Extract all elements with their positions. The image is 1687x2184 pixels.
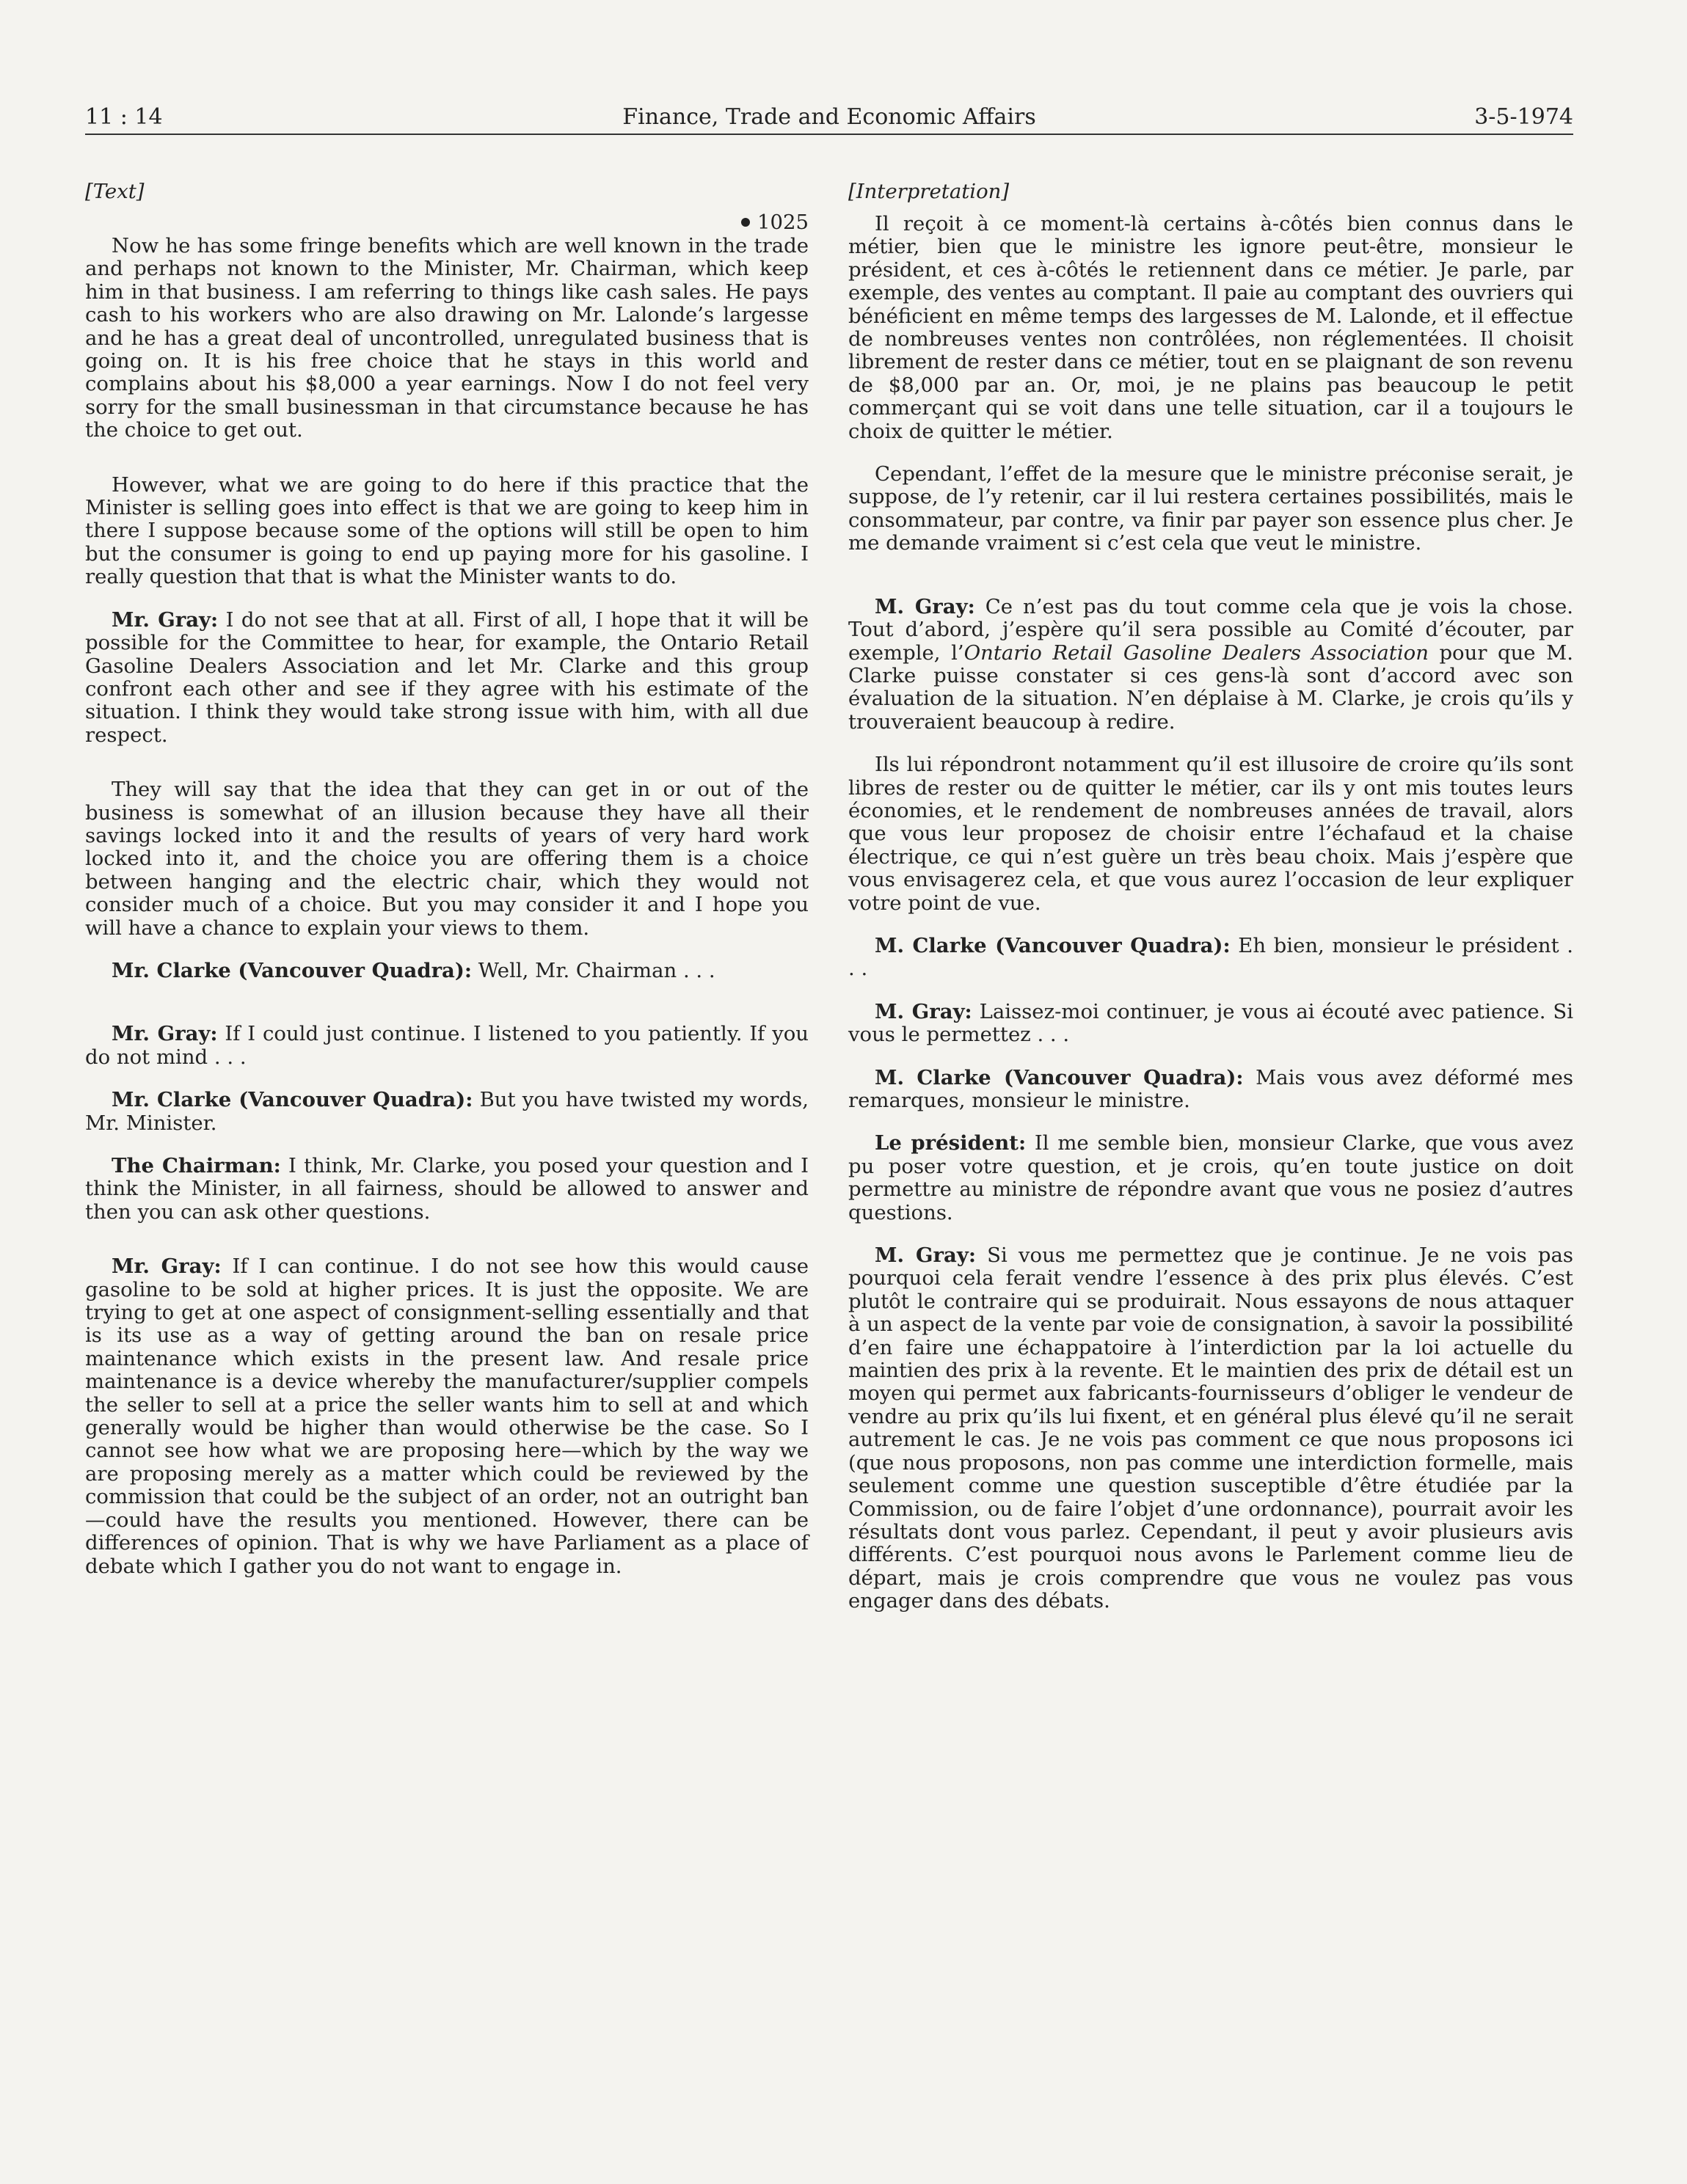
paragraph: Now he has some fringe benefits which are well known in the trade and perhaps not known to the Minister, Mr. Chairman, which keep him in that business. I am referring to things like cash sales. He pays cash to his workers who are also drawing on Mr. Lalonde’s largesse and he has a great deal of uncontrolled, unregulated business that is going on. It is his free choice that he stays in this world and complains about his $8,000 a year earnings. Now I do not feel very sorry for the small businessman in that circumstance because he has the choice to get out. — [85, 234, 809, 442]
speech-text: If I could just continue. I listened to you patiently. If you do not mind . . . — [85, 1022, 809, 1069]
speech — [848, 1067, 1573, 1113]
speaker-name: Mr. Clarke (Vancouver Quadra): — [112, 958, 473, 982]
speech — [85, 1023, 809, 1069]
speaker-name: The Chairman: — [112, 1154, 281, 1177]
speech-text: If I can continue. I do not see how this would cause gasoline to be sold at higher prices. It is just the opposite. We are trying to get at one aspect of consignment-selling essentially and that is its use as a way of getting around the ban on resale price maintenance which exists in the present law. And resale price maintenance is a device whereby the manufacturer/supplier compels the seller to sell at a price the seller wants him to sell at and which generally would be higher than would otherwise be the case. So I cannot see how what we are proposing here—which by the way we are proposing merely as a matter which could be reviewed by the commission that could be the subject of an order, not an outright ban—could have the results you mentioned. However, there can be differences of opinion. That is why we have Parliament as a place of debate which I gather you do not want to engage in. — [85, 1254, 809, 1578]
speaker-name: M. Clarke (Vancouver Quadra): — [875, 1065, 1244, 1089]
text-section-label: [Text] — [85, 180, 145, 203]
paragraph: However, what we are going to do here if this practice that the Minister is selling goes into effect is that we are going to keep him in there I suppose because some of the options will still be open to him but the consumer is going to end up paying more for his gasoline. I really question that that is what the Minister wants to do. — [85, 472, 809, 589]
speaker-name: Mr. Gray: — [112, 607, 219, 632]
speech-text: I do not see that at all. First of all, I hope that it will be possible for the Committee to hear, for example, the Ontario Retail Gasoline Dealers Association and let Mr. Clarke and this group confront each other and see if they agree with his estimate of the situation. I think they would take strong issue with him, with all due respect. — [85, 607, 809, 747]
speaker-name: Mr. Clarke (Vancouver Quadra): — [112, 1088, 473, 1112]
speaker-name: M. Gray: — [875, 999, 972, 1023]
page-header — [85, 101, 1573, 135]
page-number: 11 : 14 — [85, 104, 163, 130]
french-column — [848, 179, 1573, 1613]
speaker-name: Le président: — [875, 1131, 1027, 1155]
speaker-name: M. Gray: — [875, 594, 975, 618]
speech — [85, 960, 809, 982]
paragraph: Ils lui répondront notamment qu’il est illusoire de croire qu’ils sont libres de rester ou de quitter le métier, car ils y ont mis toutes leurs économies, et le rendement de nombreuses années de travail, alors que vous leur proposez de choisir entre l’échafaud et la chaise électrique, ce qui n’est guère un très beau choix. Mais j’espère que vous envisagerez cela, et que vous aurez l’occasion de leur expliquer votre point de vue. — [848, 753, 1573, 915]
paragraph: Cependant, l’effet de la mesure que le ministre préconise serait, je suppose, de l’y retenir, car il lui restera certaines possibilités, mais le consommateur, par contre, va finir par payer son essence plus cher. Je me demande vraiment si c’est cela que veut le ministre. — [848, 462, 1573, 555]
interpretation-section-label: [Interpretation] — [848, 180, 1010, 203]
speech-text: I think, Mr. Clarke, you posed your question and I think the Minister, in all fairness, should be allowed to answer and then you can ask other questions. — [85, 1154, 809, 1224]
paragraph: Il reçoit à ce moment-là certains à-côtés bien connus dans le métier, bien que le ministre les ignore peut-être, monsieur le président, et ces à-côtés le retiennent dans ce métier. Je parle, par exemple, des ventes au comptant. Il paie au comptant des ouvriers qui bénéficient en même temps des largesses de M. Lalonde, et il effectue de nombreuses ventes non contrôlées, non réglementées. Il choisit librement de rester dans ce métier, tout en se plaignant de son revenu de $8,000 par an. Or, moi, je ne plains pas beaucoup le petit commerçant qui se voit dans une telle situation, car il a toujours le choix de quitter le métier. — [848, 212, 1573, 443]
speaker-name: M. Clarke (Vancouver Quadra): — [875, 933, 1231, 957]
paragraph: They will say that the idea that they can get in or out of the business is somewhat of an illusion because they have all their savings locked into it and the results of years of very hard work locked into it, and the choice you are offering them is a choice between hanging and the electric chair, which they would not consider much of a choice. But you may consider it and I hope you will have a chance to explain your views to them. — [85, 778, 809, 940]
speech — [848, 1244, 1573, 1613]
speech-text: Ce n’est pas du tout comme cela que je vois la chose. Tout d’abord, j’espère qu’il sera possible au Comité d’écouter, par exemple, l’ — [848, 594, 1574, 665]
speech — [85, 1089, 809, 1135]
speech — [85, 1255, 809, 1578]
speech — [85, 1155, 809, 1224]
speech-text: Mais vous avez déformé mes remarques, monsieur le ministre. — [848, 1065, 1573, 1112]
speech-text: pour que M. Clarke puisse constater si ces gens-là sont d’accord avec son évaluation de la situation. N’en déplaise à M. Clarke, je crois qu’ils y trouveraient beaucoup à redire. — [848, 640, 1573, 734]
speech-text: Laissez-moi continuer, je vous ai écouté avec patience. Si vous le permettez . . . — [848, 999, 1573, 1047]
speech — [848, 1001, 1573, 1047]
speech-text: Si vous me permettez que je continue. Je ne vois pas pourquoi cela ferait vendre l’essence à des prix plus élevés. C’est plutôt le contraire qui se produirait. Nous essayons de nous attaquer à un aspect de la vente par voie de consignation, à savoir la possibilité d’en faire une échappatoire à l’interdiction par la loi actuelle du maintien des prix à la revente. Et le maintien des prix de détail est un moyen qui permet aux fabricants-fournisseurs d’obliger le vendeur de vendre au prix qu’ils lui fixent, et en général plus élevé qu’il ne serait autrement le cas. Je ne vois pas comment ce que nous proposons ici (que nous proposons, non pas comme une interdiction formelle, mais seulement comme une question susceptible d’être étudiée par la Commission, ou de faire l’objet d’une ordonnance), pourrait avoir les résultats dont vous parlez. Cependant, il peut y avoir plusieurs avis différents. C’est pourquoi nous avons le Parlement comme lieu de départ, mais je crois comprendre que vous ne voulez pas vous engager dans des débats. — [848, 1243, 1573, 1613]
speech — [848, 596, 1573, 734]
speaker-name: Mr. Gray: — [112, 1022, 218, 1046]
timestamp-marker — [85, 210, 809, 235]
english-column — [85, 179, 809, 1578]
speaker-name: Mr. Gray: — [112, 1254, 222, 1279]
speaker-name: M. Gray: — [875, 1243, 976, 1268]
speech-text: Well, Mr. Chairman . . . — [472, 958, 715, 982]
timestamp-value: 1025 — [757, 211, 809, 234]
speech — [848, 1132, 1573, 1224]
speech — [848, 935, 1573, 981]
speech-text: Eh bien, monsieur le président . . . — [848, 933, 1573, 981]
organization-name: Ontario Retail Gasoline Dealers Association — [963, 640, 1429, 665]
speech — [85, 609, 809, 747]
bullet-icon — [741, 218, 750, 227]
speech-text: But you have twisted my words, Mr. Minister. — [85, 1088, 809, 1135]
page-date: 3-5-1974 — [1474, 104, 1573, 130]
speech-text: Il me semble bien, monsieur Clarke, que vous avez pu poser votre question, et je crois, qu’en toute justice on doit permettre au ministre de répondre avant que vous ne posiez d’autres questions. — [848, 1131, 1573, 1224]
running-title: Finance, Trade and Economic Affairs — [622, 104, 1036, 130]
